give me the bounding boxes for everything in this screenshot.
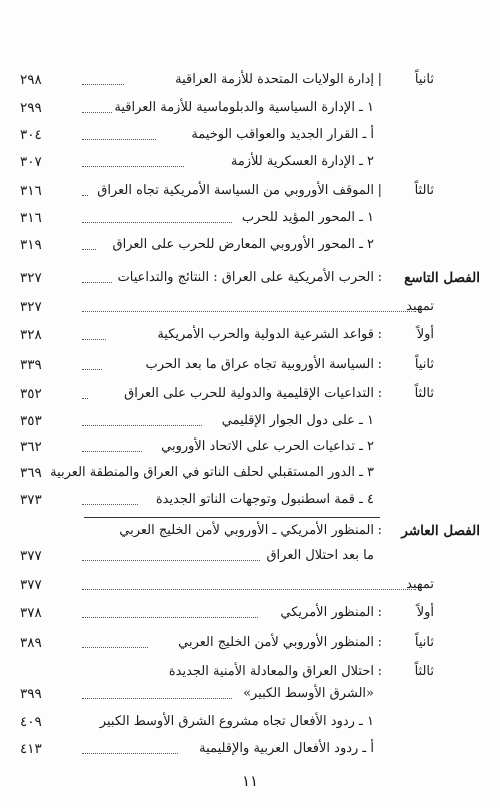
entry-label: أولاً <box>416 605 434 620</box>
entry-label: ثالثاً <box>414 183 434 198</box>
page-number: ٣٧٣ <box>20 492 42 508</box>
toc-entry[interactable] <box>0 633 500 653</box>
toc-entry[interactable] <box>0 355 500 375</box>
entry-title: الحرب الأمريكية على العراق : النتائج والتداعيات <box>117 270 374 285</box>
dot-leader <box>82 546 260 561</box>
page-number: ٣٢٧ <box>20 299 42 315</box>
entry-title: أ ـ القرار الجديد والعواقب الوخيمة <box>191 127 374 142</box>
entry-title: ١ ـ على دول الجوار الإقليمي <box>221 413 374 428</box>
entry-label: أولاً <box>416 327 434 342</box>
toc-entry[interactable] <box>0 411 500 431</box>
toc-entry[interactable] <box>0 235 500 255</box>
dot-leader <box>82 684 232 699</box>
toc-entry[interactable] <box>0 384 500 404</box>
chapter-title: الفصل التاسع <box>404 270 480 286</box>
entry-label: تمهيد <box>406 577 434 592</box>
entry-title: المنظور الأمريكي ـ الأوروبي لأمن الخليج العربي <box>119 523 374 538</box>
page-number: ٣٦٩ <box>20 465 42 481</box>
chapter-title: الفصل العاشر <box>401 523 480 539</box>
toc-entry[interactable] <box>0 208 500 228</box>
dot-leader <box>82 490 138 505</box>
page-number: ٣٢٧ <box>20 270 42 286</box>
dot-leader <box>82 208 232 223</box>
entry-colon: : <box>377 327 382 342</box>
entry-label: ثانياً <box>414 357 434 372</box>
entry-colon: : <box>377 357 382 372</box>
toc-entry[interactable] <box>0 70 500 90</box>
page-number: ٣٠٧ <box>20 154 42 170</box>
entry-title-continued: ما بعد احتلال العراق <box>266 548 374 563</box>
page-number: ٤٠٩ <box>20 714 42 730</box>
entry-title: قواعد الشرعية الدولية والحرب الأمريكية <box>157 327 374 342</box>
dot-leader <box>82 70 124 85</box>
dot-leader <box>82 297 412 312</box>
chapter-entry[interactable] <box>0 268 500 288</box>
dot-leader <box>82 437 142 452</box>
toc-entry[interactable] <box>0 297 500 317</box>
entry-title: ١ ـ الإدارة السياسية والدبلوماسية للأزمة العراقية <box>114 100 374 115</box>
entry-colon: : <box>377 664 382 679</box>
dot-leader <box>82 268 112 283</box>
entry-title: أ ـ ردود الأفعال العربية والإقليمية <box>199 741 374 756</box>
page-number: ٣٨٩ <box>20 635 42 651</box>
page-number: ٣٧٨ <box>20 605 42 621</box>
entry-title: ٤ ـ قمة اسطنبول وتوجهات الناتو الجديدة <box>155 492 374 507</box>
page-number: ٤١٣ <box>20 741 42 757</box>
page-number: ٣٠٤ <box>20 127 42 143</box>
dot-leader <box>82 739 178 754</box>
toc-entry[interactable] <box>0 181 500 201</box>
dot-leader <box>82 98 112 113</box>
page-number: ٣٧٧ <box>20 577 42 593</box>
page-number: ٣١٦ <box>20 183 42 199</box>
chapter-entry[interactable] <box>0 521 500 541</box>
entry-title: ١ ـ ردود الأفعال تجاه مشروع الشرق الأوسط الكبير <box>99 714 374 729</box>
entry-label: ثالثاً <box>414 664 434 679</box>
dot-leader <box>82 355 102 370</box>
entry-title: احتلال العراق والمعادلة الأمنية الجديدة <box>168 664 374 679</box>
page-number: ٣١٩ <box>20 237 42 253</box>
entry-colon: : <box>377 635 382 650</box>
dot-leader <box>82 152 184 167</box>
toc-entry[interactable] <box>0 152 500 172</box>
dot-leader <box>82 181 88 196</box>
page-number: ٢٩٨ <box>20 72 42 88</box>
toc-entry[interactable] <box>0 325 500 345</box>
toc-entry[interactable] <box>0 684 500 704</box>
chapter-colon: : <box>377 523 382 538</box>
entry-title: الموقف الأوروبي من السياسة الأمريكية تجاه العراق <box>97 183 374 198</box>
page-number: ٣١٦ <box>20 210 42 226</box>
entry-label: ثالثاً <box>414 386 434 401</box>
page-number: ٣٣٩ <box>20 357 42 373</box>
entry-title: المنظور الأمريكي <box>280 605 374 620</box>
toc-entry[interactable] <box>0 739 500 759</box>
entry-title: التداعيات الإقليمية والدولية للحرب على العراق <box>124 386 374 401</box>
toc-entry[interactable] <box>0 603 500 623</box>
page-number: ٣٦٢ <box>20 439 42 455</box>
entry-title: المنظور الأوروبي لأمن الخليج العربي <box>178 635 374 650</box>
page-number: ٣٩٩ <box>20 686 42 702</box>
page-number: ٣٥٣ <box>20 413 42 429</box>
chapter-colon: : <box>377 270 382 285</box>
entry-colon: : <box>377 605 382 620</box>
dot-leader <box>82 411 202 426</box>
entry-title: ١ ـ المحور المؤيد للحرب <box>241 210 374 225</box>
entry-separator: | <box>377 72 382 87</box>
entry-title: ٢ ـ تداعيات الحرب على الاتحاد الأوروبي <box>161 439 374 454</box>
page-number: ٣٧٧ <box>20 548 42 564</box>
toc-entry[interactable] <box>0 546 500 566</box>
dot-leader <box>82 633 148 648</box>
dot-leader <box>82 125 156 140</box>
entry-title: ٣ ـ الدور المستقبلي لحلف الناتو في العراق والمنطقة العربية <box>50 465 374 480</box>
entry-title: السياسة الأوروبية تجاه عراق ما بعد الحرب <box>145 357 374 372</box>
entry-label: ثانياً <box>414 72 434 87</box>
entry-colon: : <box>377 386 382 401</box>
entry-title: ٢ ـ الإدارة العسكرية للأزمة <box>230 154 374 169</box>
entry-title: ٢ ـ المحور الأوروبي المعارض للحرب على العراق <box>112 237 374 252</box>
dot-leader <box>82 603 258 618</box>
dot-leader <box>82 325 106 340</box>
toc-entry[interactable] <box>0 662 500 682</box>
dot-leader <box>82 235 96 250</box>
toc-entry[interactable] <box>0 712 500 732</box>
entry-separator: | <box>377 183 382 198</box>
section-divider <box>84 517 380 518</box>
page-number-footer: ١١ <box>241 772 259 790</box>
entry-label: ثانياً <box>414 635 434 650</box>
page-number: ٣٥٢ <box>20 386 42 402</box>
entry-title: إدارة الولايات المتحدة للأزمة العراقية <box>175 72 374 87</box>
toc-entry[interactable] <box>0 490 500 510</box>
toc-entry[interactable] <box>0 125 500 145</box>
dot-leader <box>82 384 88 399</box>
toc-entry[interactable] <box>0 463 500 483</box>
dot-leader <box>82 575 412 590</box>
toc-entry[interactable] <box>0 98 500 118</box>
toc-entry[interactable] <box>0 437 500 457</box>
entry-title-continued: «الشرق الأوسط الكبير» <box>243 686 374 701</box>
page-number: ٣٢٨ <box>20 327 42 343</box>
toc-entry[interactable] <box>0 575 500 595</box>
entry-label: تمهيد <box>406 299 434 314</box>
page-number: ٢٩٩ <box>20 100 42 116</box>
